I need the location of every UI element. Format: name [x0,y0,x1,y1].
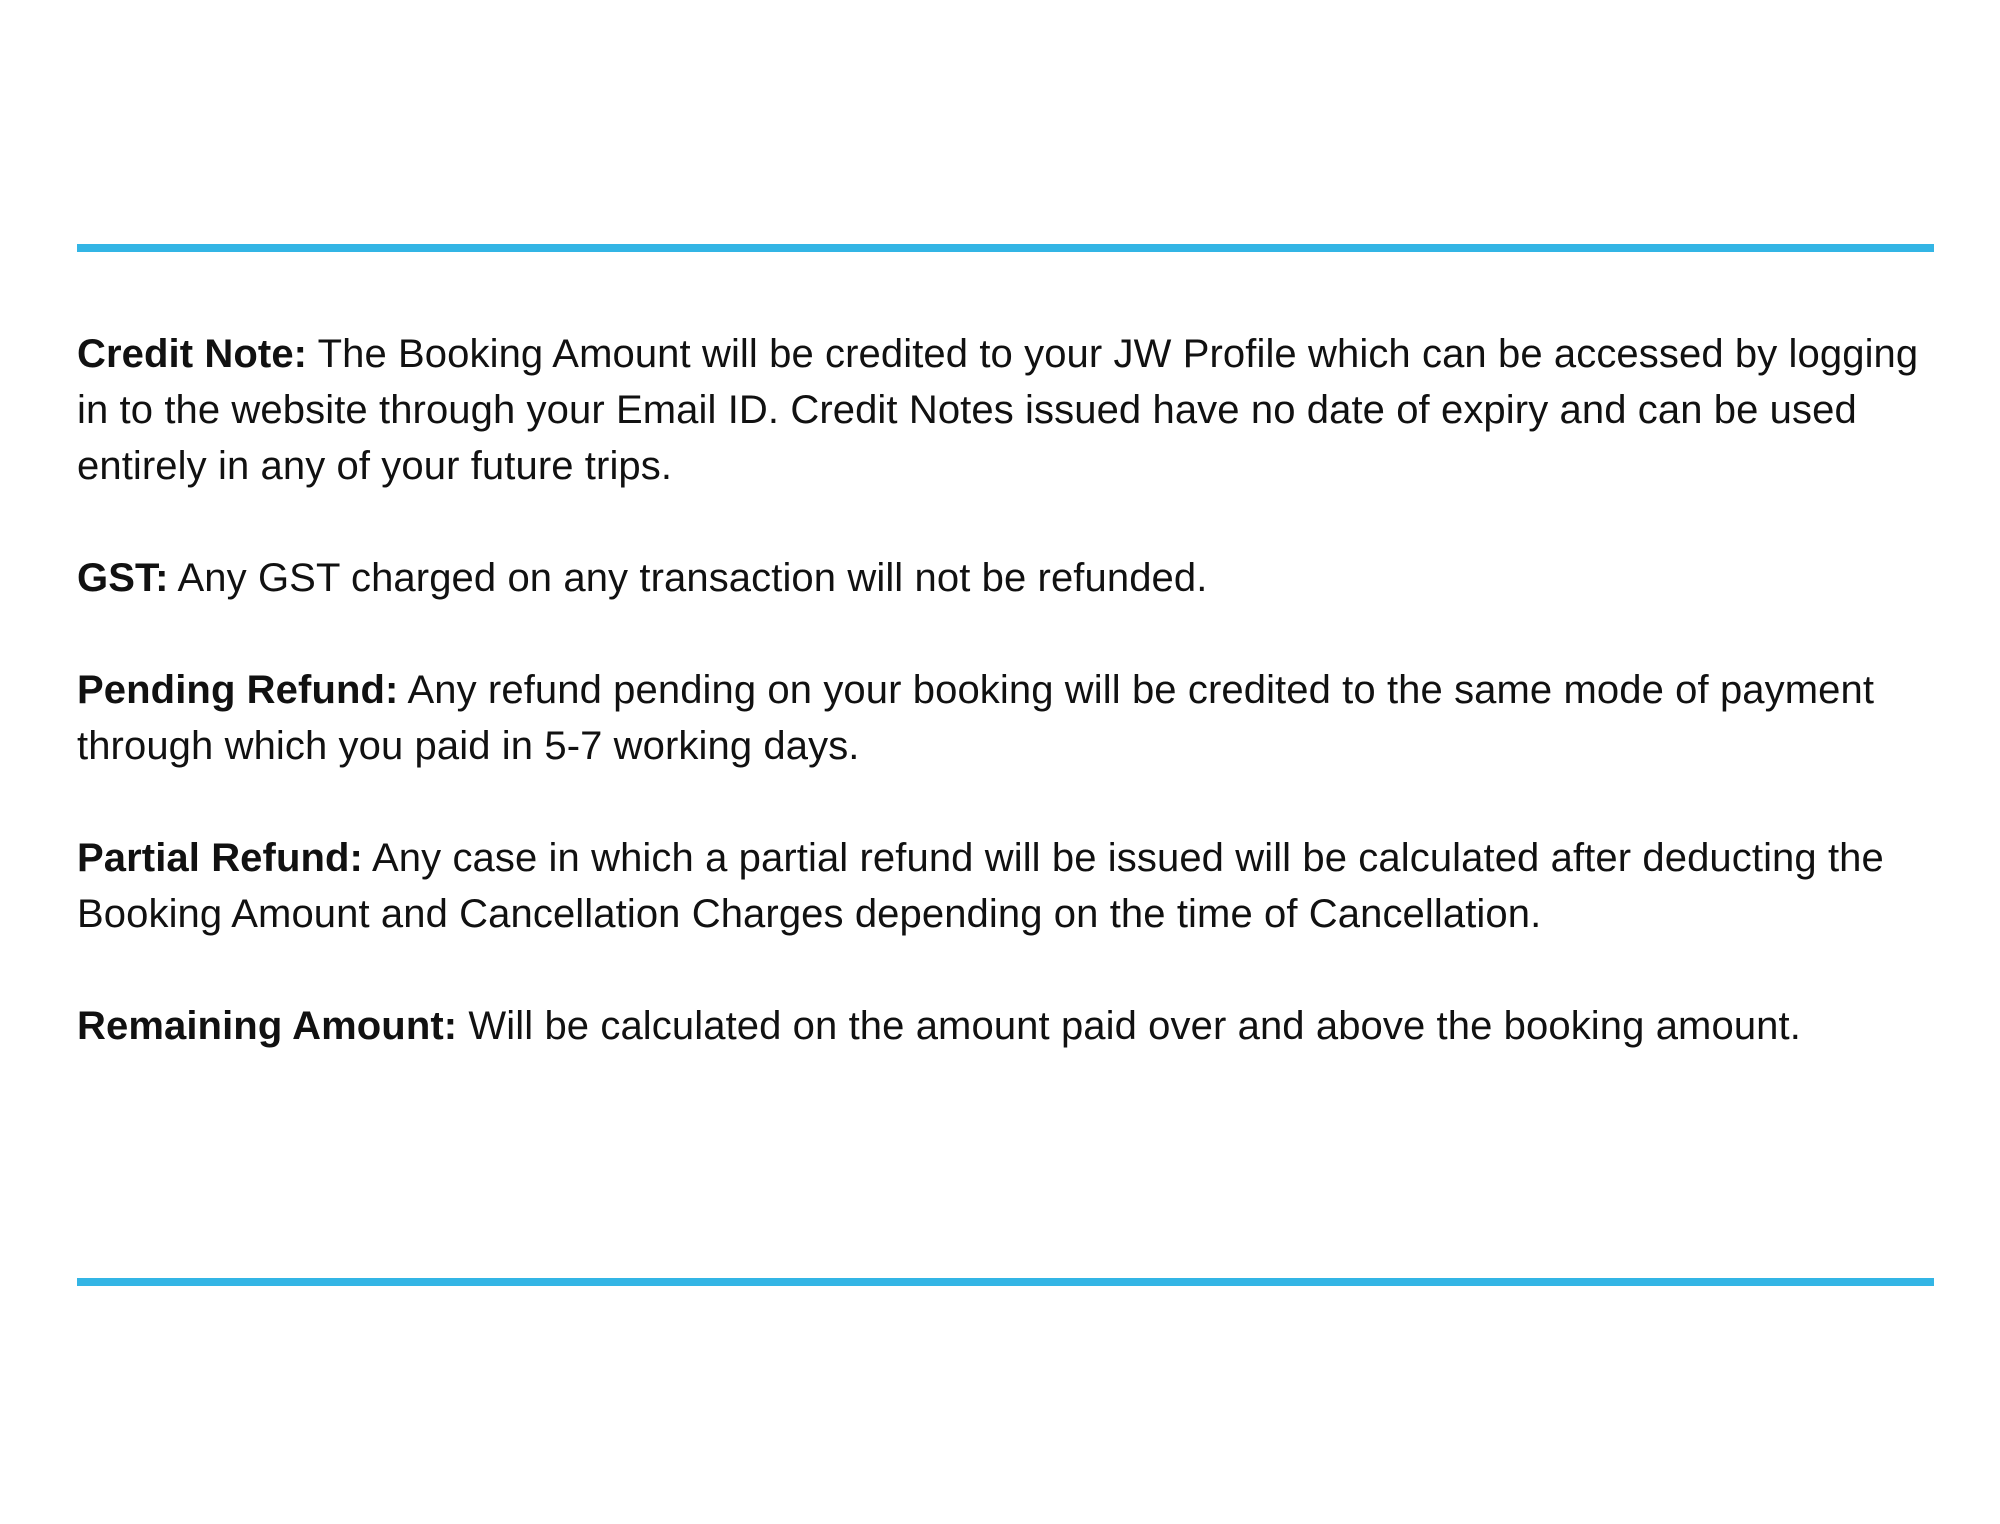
policy-term: Pending Refund: [77,668,399,712]
policy-text: Any case in which a partial refund will be issued will be calculated after deducting the Booking Amount and Cancellation Charges depending on the time of Cancellation. [77,836,1884,936]
policy-term: Credit Note: [77,332,308,376]
policy-gst [77,550,1947,606]
policy-remaining-amount [77,998,1947,1054]
policy-text: Any GST charged on any transaction will not be refunded. [177,556,1208,600]
policy-text: Will be calculated on the amount paid over and above the booking amount. [468,1004,1801,1048]
bottom-divider [77,1278,1934,1286]
policy-term: Remaining Amount: [77,1004,458,1048]
policy-term: GST: [77,556,169,600]
policy-text: The Booking Amount will be credited to your JW Profile which can be accessed by logging in to the website through your Email ID. Credit Notes issued have no date of expiry and can be used entirely in any of your future trips. [77,332,1919,488]
policy-partial-refund [77,830,1947,942]
refund-policy-list [77,326,1947,1110]
policy-text: Any refund pending on your booking will be credited to the same mode of payment through which you paid in 5-7 working days. [77,668,1875,768]
policy-credit-note [77,326,1947,494]
policy-pending-refund [77,662,1947,774]
top-divider [77,244,1934,252]
policy-term: Partial Refund: [77,836,363,880]
